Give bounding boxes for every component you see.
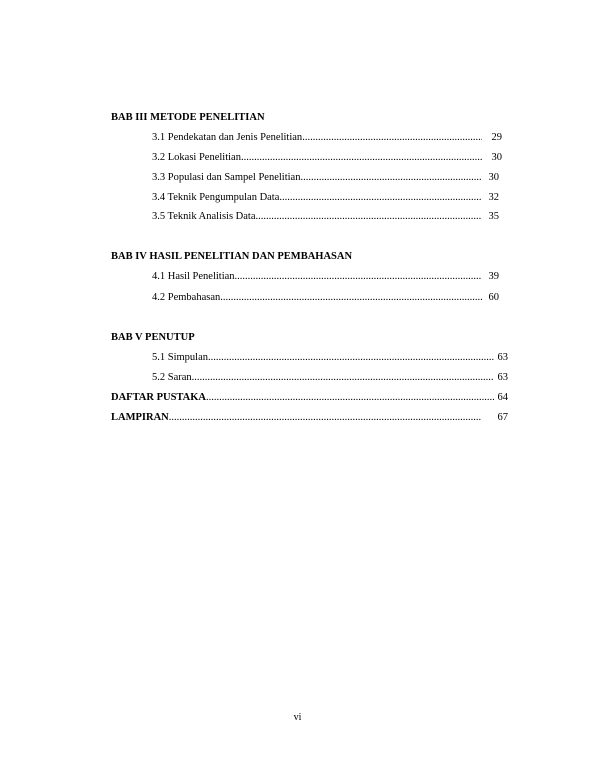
toc-page-number: 63 xyxy=(497,372,508,383)
toc-entry-label: 4.1 Hasil Penelitian xyxy=(152,271,235,282)
toc-entry-4-2[interactable] xyxy=(152,291,482,305)
toc-dot-leader xyxy=(279,191,482,205)
toc-page-number: 32 xyxy=(488,192,499,203)
toc-page-number: 29 xyxy=(491,132,502,143)
toc-dot-leader xyxy=(169,411,481,425)
toc-dot-leader xyxy=(241,151,482,165)
toc-page-number: 30 xyxy=(491,152,502,163)
toc-entry-3-3[interactable] xyxy=(152,171,482,185)
toc-entry-label: 3.3 Populasi dan Sampel Penelitian xyxy=(152,172,301,183)
toc-entry-label: 5.2 Saran xyxy=(152,372,192,383)
toc-entry-label: LAMPIRAN xyxy=(111,412,169,423)
toc-dot-leader xyxy=(255,210,482,224)
toc-entry-label: 4.2 Pembahasan xyxy=(152,292,221,303)
toc-dot-leader xyxy=(300,171,482,185)
toc-dot-leader xyxy=(220,291,482,305)
toc-entry-label: 3.5 Teknik Analisis Data xyxy=(152,211,256,222)
toc-entry-5-2[interactable] xyxy=(152,371,494,385)
toc-page-number: 39 xyxy=(488,271,499,282)
toc-entry-label: 3.4 Teknik Pengumpulan Data xyxy=(152,192,280,203)
toc-entry-3-5[interactable] xyxy=(152,210,482,224)
bab4-heading: BAB IV HASIL PENELITIAN DAN PEMBAHASAN xyxy=(111,251,353,262)
toc-page-number: 35 xyxy=(488,211,499,222)
page-footer-number: vi xyxy=(293,712,302,723)
bab5-heading: BAB V PENUTUP xyxy=(111,332,195,343)
toc-entry-label: 3.1 Pendekatan dan Jenis Penelitian xyxy=(152,132,303,143)
toc-entry-3-2[interactable] xyxy=(152,151,482,165)
toc-entry-daftar-pustaka[interactable] xyxy=(111,391,494,405)
toc-entry-label: 5.1 Simpulan xyxy=(152,352,209,363)
toc-dot-leader xyxy=(302,131,482,145)
toc-dot-leader xyxy=(208,351,494,365)
toc-dot-leader xyxy=(206,391,494,405)
toc-entry-lampiran[interactable] xyxy=(111,411,481,425)
toc-entry-label: 3.2 Lokasi Penelitian xyxy=(152,152,241,163)
toc-entry-3-4[interactable] xyxy=(152,191,482,205)
toc-page-number: 60 xyxy=(488,292,499,303)
bab3-heading: BAB III METODE PENELITIAN xyxy=(111,112,265,123)
toc-entry-label: DAFTAR PUSTAKA xyxy=(111,392,206,403)
toc-page-number: 63 xyxy=(497,352,508,363)
toc-page-number: 30 xyxy=(488,172,499,183)
toc-entry-5-1[interactable] xyxy=(152,351,494,365)
toc-dot-leader xyxy=(192,371,494,385)
toc-entry-3-1[interactable] xyxy=(152,131,482,145)
toc-dot-leader xyxy=(235,270,482,284)
toc-page-number: 64 xyxy=(497,392,508,403)
toc-page-number: 67 xyxy=(497,412,508,423)
toc-entry-4-1[interactable] xyxy=(152,270,482,284)
